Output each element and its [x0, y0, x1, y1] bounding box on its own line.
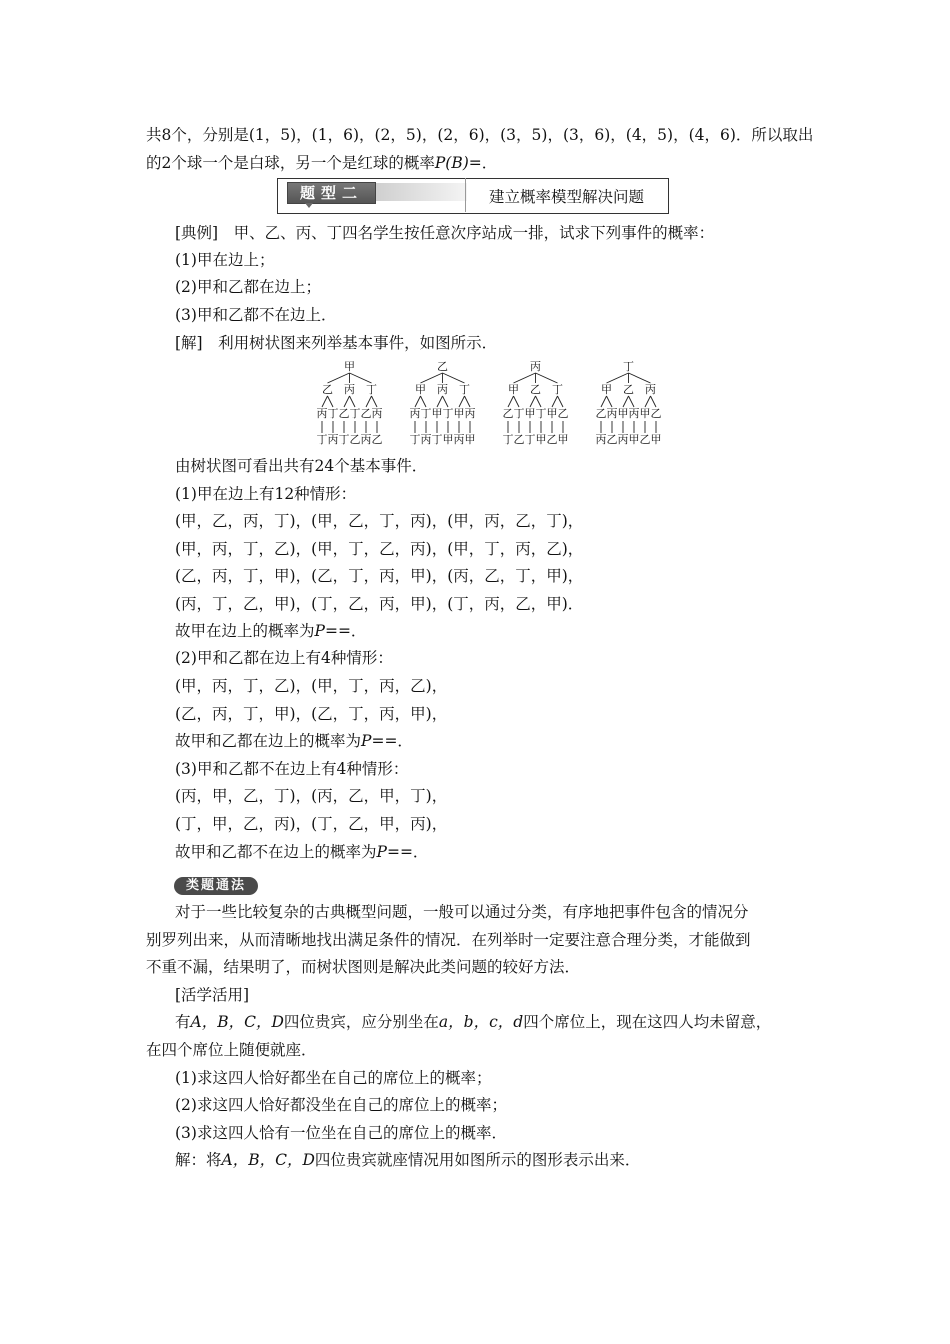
tree-level4-node: 甲 — [650, 433, 662, 446]
tree-level3-node: 丁 — [535, 407, 547, 420]
tree-level2-node: 丙 — [344, 383, 355, 396]
tree-level2-node: 甲 — [508, 383, 519, 396]
tree-level4-node: 乙 — [639, 433, 651, 446]
tree-branch — [322, 396, 328, 407]
section-tag: 题型二 — [287, 182, 376, 204]
text-line: 在四个席位上随便就座． — [146, 1041, 317, 1059]
tree-branch — [372, 396, 378, 407]
text-line: 对于一些比较复杂的古典概型问题，一般可以通过分类，有序地把事件包含的情况分 — [175, 903, 749, 921]
tree-branch — [415, 396, 421, 407]
tree-branch — [623, 396, 629, 407]
section-banner — [277, 178, 669, 214]
tree-level3-node: 丙 — [371, 407, 383, 420]
text-line: (2)求这四人恰好都没坐在自己的席位上的概率； — [175, 1096, 507, 1114]
tree-level3-node: 丙 — [606, 407, 618, 420]
tree-branch — [530, 396, 536, 407]
tree-branch — [607, 373, 629, 383]
tree-branch — [421, 373, 443, 383]
text-line: (丁，甲，乙，丙)，(丁，乙，甲，丙)， — [175, 815, 448, 833]
tree-branch — [508, 396, 514, 407]
tree-level2-node: 乙 — [623, 383, 634, 396]
tree-branch — [558, 396, 564, 407]
tree-branch — [536, 373, 558, 383]
tree-branch — [459, 396, 465, 407]
tree-level4-node: 丙 — [327, 433, 339, 446]
tree-branch — [514, 396, 520, 407]
tree-level3-node: 丁 — [349, 407, 361, 420]
text-line: (乙，丙，丁，甲)，(乙，丁，丙，甲)， — [175, 705, 448, 723]
tree-level3-node: 甲 — [431, 407, 443, 420]
tree-level3-node: 丙 — [464, 407, 476, 420]
tree-branch — [651, 396, 657, 407]
tree-level4-node: 丁 — [524, 433, 536, 446]
tree-level4-node: 丙 — [420, 433, 432, 446]
tree-branch — [607, 396, 613, 407]
tree-level4-node: 丁 — [338, 433, 350, 446]
tree-branch — [328, 373, 350, 383]
text-line: 故甲在边上的概率为P==． — [175, 622, 367, 640]
tree-level3-node: 丙 — [409, 407, 421, 420]
tree-branch — [437, 396, 443, 407]
tree-branch — [443, 396, 449, 407]
tree-root-node: 乙 — [437, 360, 448, 373]
tree-branch — [328, 396, 334, 407]
text-line: [解] 利用树状图来列举基本事件，如图所示． — [175, 334, 498, 352]
tree-level3-node: 乙 — [502, 407, 514, 420]
tree-level2-node: 甲 — [601, 383, 612, 396]
tree-level4-node: 甲 — [535, 433, 547, 446]
tree-level4-node: 甲 — [442, 433, 454, 446]
text-line: 有A，B，C，D四位贵宾，应分别坐在a，b，c，d四个席位上，现在这四人均未留意， — [175, 1013, 772, 1031]
text-line: 解：将A，B，C，D四位贵宾就座情况用如图所示的图形表示出来． — [175, 1151, 641, 1169]
tree-level3-node: 乙 — [595, 407, 607, 420]
text-line: 不重不漏，结果明了，而树状图则是解决此类问题的较好方法． — [146, 958, 581, 976]
tree-level4-node: 乙 — [606, 433, 618, 446]
tree-level4-node: 乙 — [546, 433, 558, 446]
tree-branch — [465, 396, 471, 407]
tree-level2-node: 甲 — [415, 383, 426, 396]
text-line: 的2个球一个是白球，另一个是红球的概率P(B)=． — [146, 154, 498, 172]
tree-level3-node: 丁 — [442, 407, 454, 420]
tree-level4-node: 丁 — [316, 433, 328, 446]
tree-level4-node: 丙 — [617, 433, 629, 446]
tree-branch — [629, 373, 651, 383]
text-line: [活学活用] — [175, 986, 250, 1004]
text-line: 故甲和乙都不在边上的概率为P==． — [175, 843, 429, 861]
tree-level3-node: 甲 — [453, 407, 465, 420]
tree-branch — [443, 373, 465, 383]
tree-level2-node: 丁 — [366, 383, 377, 396]
text-line: (甲，乙，丙，丁)，(甲，乙，丁，丙)，(甲，丙，乙，丁)， — [175, 512, 584, 530]
tree-level4-node: 乙 — [513, 433, 525, 446]
text-line: 故甲和乙都在边上的概率为P==． — [175, 732, 413, 750]
text-line: (3)甲和乙都不在边上有4种情形： — [175, 760, 409, 778]
tree-level3-node: 丙 — [316, 407, 328, 420]
tree-level4-node: 乙 — [349, 433, 361, 446]
section-title: 建立概率模型解决问题 — [489, 188, 645, 206]
tree-level2-node: 乙 — [530, 383, 541, 396]
tree-level2-node: 乙 — [322, 383, 333, 396]
tree-level4-node: 丙 — [595, 433, 607, 446]
tree-level2-node: 丙 — [645, 383, 656, 396]
tree-branch — [645, 396, 651, 407]
text-line: 由树状图可看出共有24个基本事件． — [175, 457, 428, 475]
tree-branch — [536, 396, 542, 407]
tree-branch — [601, 396, 607, 407]
text-line: (3)甲和乙都不在边上． — [175, 306, 337, 324]
tree-diagram — [308, 360, 680, 446]
tree-branch — [366, 396, 372, 407]
tree-branch — [421, 396, 427, 407]
tree-level4-node: 乙 — [371, 433, 383, 446]
text-line: (3)求这四人恰有一位坐在自己的席位上的概率． — [175, 1124, 507, 1142]
text-line: 别罗列出来，从而清晰地找出满足条件的情况．在列举时一定要注意合理分类，才能做到 — [146, 931, 751, 949]
tree-level4-node: 丙 — [453, 433, 465, 446]
text-line: (丙，甲，乙，丁)，(丙，乙，甲，丁)， — [175, 787, 448, 805]
text-line: (甲，丙，丁，乙)，(甲，丁，丙，乙)， — [175, 677, 448, 695]
tree-level3-node: 甲 — [524, 407, 536, 420]
tree-level3-node: 丁 — [327, 407, 339, 420]
tree-level4-node: 甲 — [464, 433, 476, 446]
tree-level4-node: 甲 — [628, 433, 640, 446]
tree-level3-node: 丙 — [628, 407, 640, 420]
tree-level3-node: 乙 — [338, 407, 350, 420]
text-line: (乙，丙，丁，甲)，(乙，丁，丙，甲)，(丙，乙，丁，甲)， — [175, 567, 584, 585]
tree-level3-node: 乙 — [650, 407, 662, 420]
text-line: (1)求这四人恰好都坐在自己的席位上的概率； — [175, 1069, 492, 1087]
tree-level3-node: 丁 — [513, 407, 525, 420]
text-line: (甲，丙，丁，乙)，(甲，丁，乙，丙)，(甲，丁，丙，乙)， — [175, 540, 584, 558]
text-line: [典例] 甲、乙、丙、丁四名学生按任意次序站成一排，试求下列事件的概率： — [175, 224, 715, 242]
tree-root-node: 甲 — [344, 360, 355, 373]
tree-level2-node: 丁 — [459, 383, 470, 396]
text-line: (1)甲在边上有12种情形： — [175, 485, 357, 503]
method-badge: 类题通法 — [174, 877, 258, 895]
tree-branch — [552, 396, 558, 407]
tree-level2-node: 丁 — [552, 383, 563, 396]
tree-level3-node: 乙 — [557, 407, 569, 420]
text-line: (1)甲在边上； — [175, 251, 275, 269]
tree-branch — [344, 396, 350, 407]
tree-level3-node: 甲 — [546, 407, 558, 420]
tree-root-node: 丁 — [623, 360, 634, 373]
text-line: (丙，丁，乙，甲)，(丁，乙，丙，甲)，(丁，丙，乙，甲)． — [175, 595, 584, 613]
tree-root-node: 丙 — [530, 360, 541, 373]
tree-branch — [514, 373, 536, 383]
tree-level2-node: 丙 — [437, 383, 448, 396]
tree-level3-node: 丁 — [420, 407, 432, 420]
tree-branch — [350, 373, 372, 383]
tree-branch — [350, 396, 356, 407]
tree-level3-node: 甲 — [639, 407, 651, 420]
tree-level4-node: 丙 — [360, 433, 372, 446]
tree-level3-node: 甲 — [617, 407, 629, 420]
text-line: (2)甲和乙都在边上； — [175, 278, 321, 296]
tree-level4-node: 丁 — [502, 433, 514, 446]
tree-level4-node: 甲 — [557, 433, 569, 446]
tree-level4-node: 丁 — [409, 433, 421, 446]
text-line: 共8个，分别是(1，5)，(1，6)，(2，5)，(2，6)，(3，5)，(3，6)，(4，5)，(4，6)．所以取出 — [146, 126, 814, 144]
tree-branch — [629, 396, 635, 407]
tree-level3-node: 乙 — [360, 407, 372, 420]
text-line: (2)甲和乙都在边上有4种情形： — [175, 649, 393, 667]
tree-level4-node: 丁 — [431, 433, 443, 446]
